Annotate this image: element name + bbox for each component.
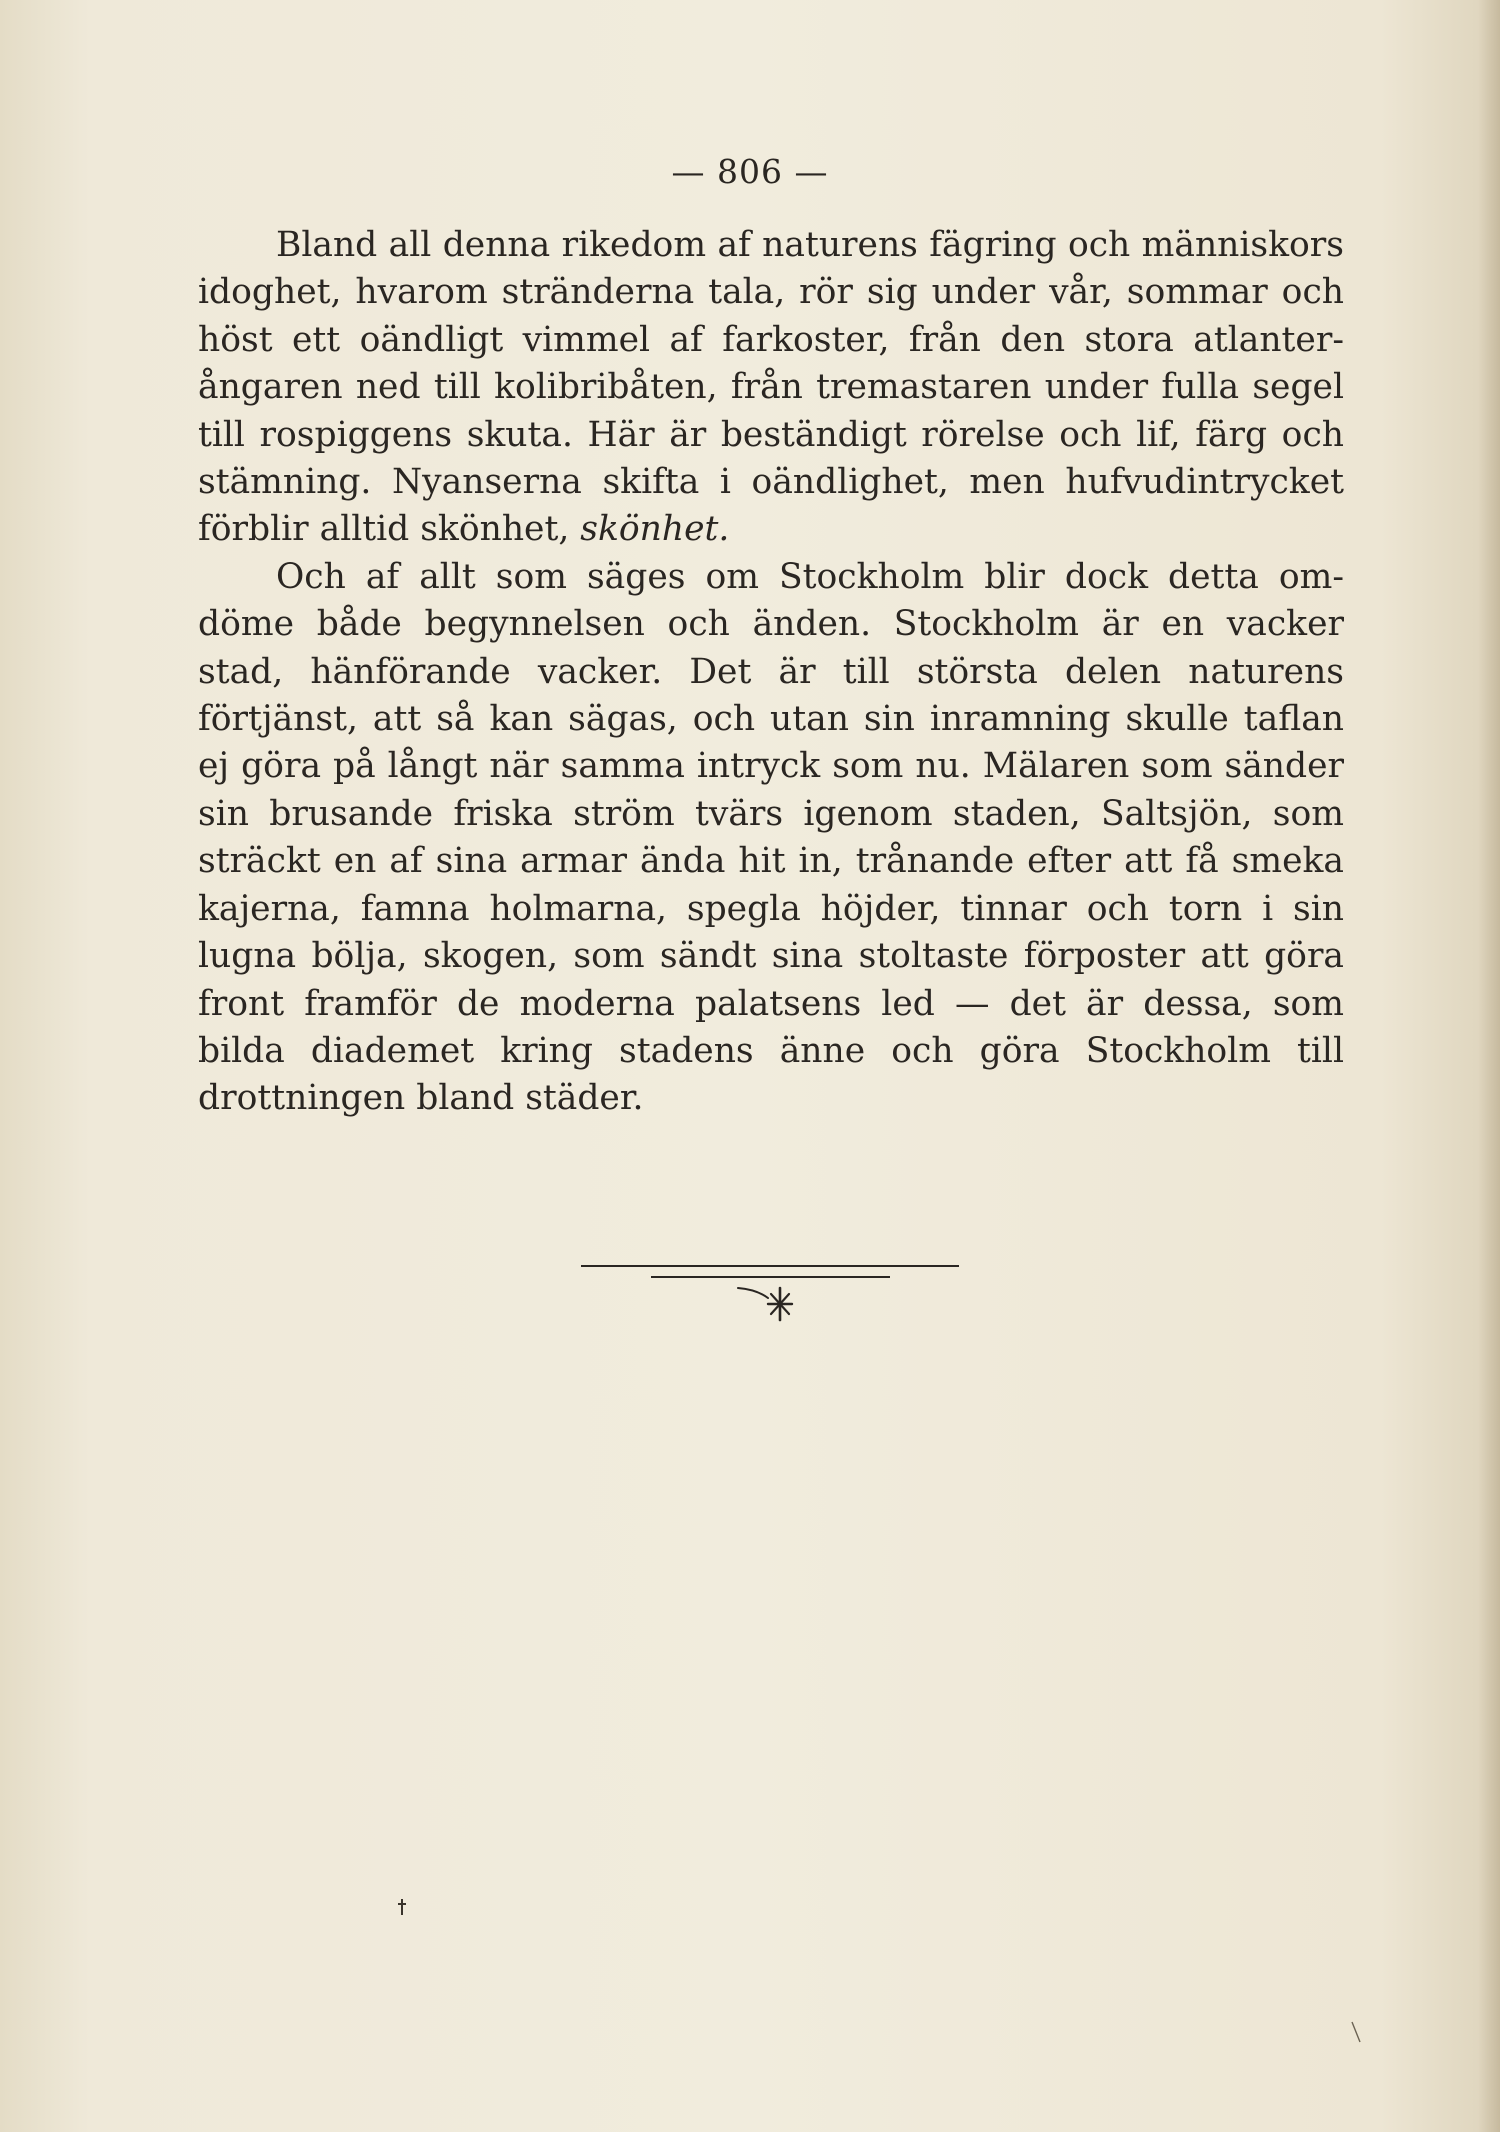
text-line: Och af allt som säges om Stockholm blir dock detta om- [276,556,1344,597]
paragraph-2 [198,554,1344,1123]
text-line: förblir alltid skönhet, [198,509,581,550]
paragraph-1 [198,222,1344,554]
text-line: brusande friska ström tvärs igenom staden, Saltsjön, som sträckt [198,793,1344,882]
text-line: idoghet, hvarom stränderna tala, rör sig under vår, sommar och [198,272,1344,313]
asterisk-flourish-icon [736,1282,806,1324]
text-line: kring stadens änne och göra Stockholm till drottningen bland [198,1030,1345,1119]
text-line: städer. [525,1078,644,1119]
text-line: höst ett oändligt vimmel af farkoster, från den stora atlanter- [198,319,1344,360]
ink-speck [396,1898,408,1916]
text-line: döme både begynnelsen och änden. Stockholm är en vacker stad, [198,604,1344,692]
text-line: stämning. Nyanserna skifta i oändlighet, men hufvudintrycket [198,462,1344,503]
page-edge-shadow [1478,0,1500,2132]
page-number: — 806 — [671,152,829,191]
section-divider-short [651,1276,890,1278]
text-line: till rospiggens skuta. Här är beständigt rörelse och lif, färg och [198,414,1344,455]
text-line: skogen, som sändt sina stoltaste förposter att göra front framför [198,936,1345,1024]
text-line: ångaren ned till kolibribåten, från tremastaren under fulla segel [198,367,1344,408]
text-line: att så kan sägas, och utan sin inramning skulle taflan ej göra [198,699,1344,787]
emphasized-word: skönhet. [580,509,730,550]
text-line: på långt när samma intryck som nu. Mälaren som sänder sin [198,746,1345,834]
text-line: en af sina armar ända hit in, trånande efter att få smeka kajerna, [198,841,1344,929]
text-line: hänförande vacker. Det är till största delen naturens förtjänst, [198,651,1345,740]
ink-mark [1350,2020,1362,2044]
text-line: Bland all denna rikedom af naturens fägring och människors [276,225,1344,265]
body-text [198,222,1344,1123]
text-line: de moderna palatsens led — det är dessa, som bilda diademet [198,983,1345,1071]
text-line: famna holmarna, spegla höjder, tinnar och torn i sin lugna bölja, [198,888,1344,977]
section-divider-long [581,1265,959,1267]
